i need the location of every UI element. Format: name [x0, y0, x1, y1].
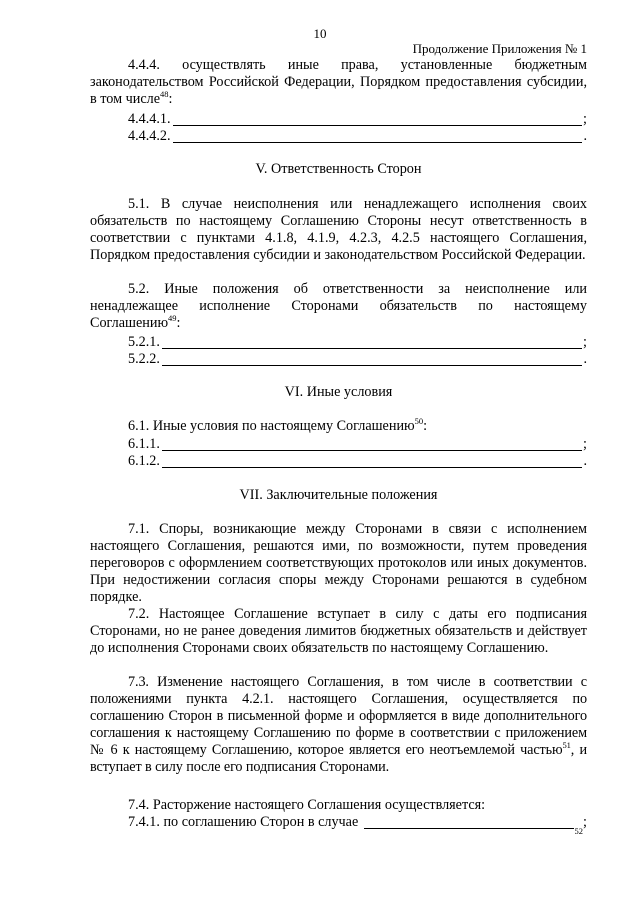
fill-line-4-4-4-2	[128, 128, 587, 145]
clause-7-1-text: 7.1. Споры, возникающие между Сторонами в связи с исполнением настоящего Соглашения, решаются ими, по возможности, путем проведения переговоров с оформлением соответствующих протоколов или иных документов. При недостижении согласия споры между Сторонами решаются в судебном порядке.	[90, 521, 587, 605]
blank-underline	[173, 112, 582, 126]
footnote-ref-51: 51	[562, 740, 571, 750]
clause-5-2-text: 5.2. Иные положения об ответственности за неисполнение или ненадлежащее исполнение Сторонами обязательств по настоящему Соглашению	[90, 281, 587, 331]
clause-5-1	[90, 196, 587, 264]
fill-line-6-1-2	[128, 453, 587, 470]
fill-label: 6.1.1.	[128, 436, 160, 452]
clause-7-3-tail: , и вступает в силу после его подписания Сторонами.	[90, 742, 587, 775]
clause-5-2	[90, 281, 587, 332]
fill-label: 5.2.2.	[128, 351, 160, 367]
clause-7-4	[90, 797, 587, 814]
clause-7-1	[90, 521, 587, 606]
clause-6-1-end: :	[423, 418, 428, 434]
fill-end: ;	[583, 334, 587, 350]
clause-7-4-text: 7.4. Расторжение настоящего Соглашения осуществляется:	[128, 797, 486, 813]
clause-4-4-4-text: 4.4.4. осуществлять иные права, установленные бюджетным законодательством Российской Федерации, Порядком предоставления субсидии, в том числе	[90, 57, 587, 107]
clause-6-1-text: 6.1. Иные условия по настоящему Соглашению	[128, 418, 415, 434]
clause-7-3-text: 7.3. Изменение настоящего Соглашения, в том числе в соответствии с положениями пункта 4.2.1. настоящего Соглашения, осуществляется по соглашению Сторон в письменной форме и оформляется в виде дополнительного соглашения к настоящему Соглашению по форме в соответствии с приложением № 6 к настоящему Соглашению, которое является его неотъемлемой частью	[90, 674, 587, 758]
fill-label: 5.2.1.	[128, 334, 160, 350]
fill-label: 7.4.1. по соглашению Сторон в случае	[128, 814, 359, 830]
clause-5-2-end: :	[176, 315, 181, 331]
clause-7-2-text: 7.2. Настоящее Соглашение вступает в силу с даты его подписания Сторонами, но не ранее доведения лимитов бюджетных обязательств и действует до исполнения Сторонами своих обязательств по настоящему Соглашению.	[90, 606, 587, 656]
blank-underline	[162, 454, 583, 468]
fill-end: .	[583, 351, 587, 367]
fill-line-7-4-1: 7.4.1. по соглашению Сторон в случае 52 ;	[128, 814, 587, 836]
blank-underline	[162, 335, 582, 349]
fill-end: ;	[583, 436, 587, 452]
fill-label: 6.1.2.	[128, 453, 160, 469]
fill-end: ;	[583, 111, 587, 127]
blank-underline	[173, 129, 583, 143]
footnote-ref-50: 50	[414, 416, 424, 426]
blank-underline	[162, 437, 582, 451]
fill-line-5-2-2	[128, 351, 587, 368]
fill-label: 4.4.4.2.	[128, 128, 171, 144]
fill-end: .	[583, 128, 587, 144]
fill-end: .	[583, 453, 587, 469]
continuation-label: Продолжение Приложения № 1	[412, 41, 587, 56]
clause-5-1-text: 5.1. В случае неисполнения или ненадлежащего исполнения своих обязательств по настоящему Соглашению Стороны несут ответственность в соответствии с пунктами 4.1.8, 4.1.9, 4.2.3, 4.2.5 настоящего Соглашения, Порядком предоставления субсидии и законодательством Российской Федерации.	[90, 196, 587, 263]
blank-underline	[364, 815, 573, 829]
clause-4-4-4-end: :	[168, 91, 173, 107]
clause-4-4-4	[90, 57, 587, 108]
blank-underline	[162, 352, 583, 366]
fill-line-6-1-1	[128, 436, 587, 453]
clause-6-1	[90, 418, 587, 435]
footnote-ref-48: 48	[160, 89, 169, 99]
fill-label: 4.4.4.1.	[128, 111, 171, 127]
fill-line-5-2-1	[128, 334, 587, 351]
clause-7-2	[90, 606, 587, 657]
fill-end: ;	[583, 814, 587, 830]
fill-line-4-4-4-1	[128, 111, 587, 128]
section-heading-v: V. Ответственность Сторон	[255, 161, 422, 177]
section-heading-vi: VI. Иные условия	[284, 384, 393, 400]
clause-7-3	[90, 674, 587, 776]
section-heading-vii: VII. Заключительные положения	[239, 487, 438, 503]
page-number: 10	[313, 26, 327, 41]
footnote-ref-49: 49	[168, 313, 177, 323]
